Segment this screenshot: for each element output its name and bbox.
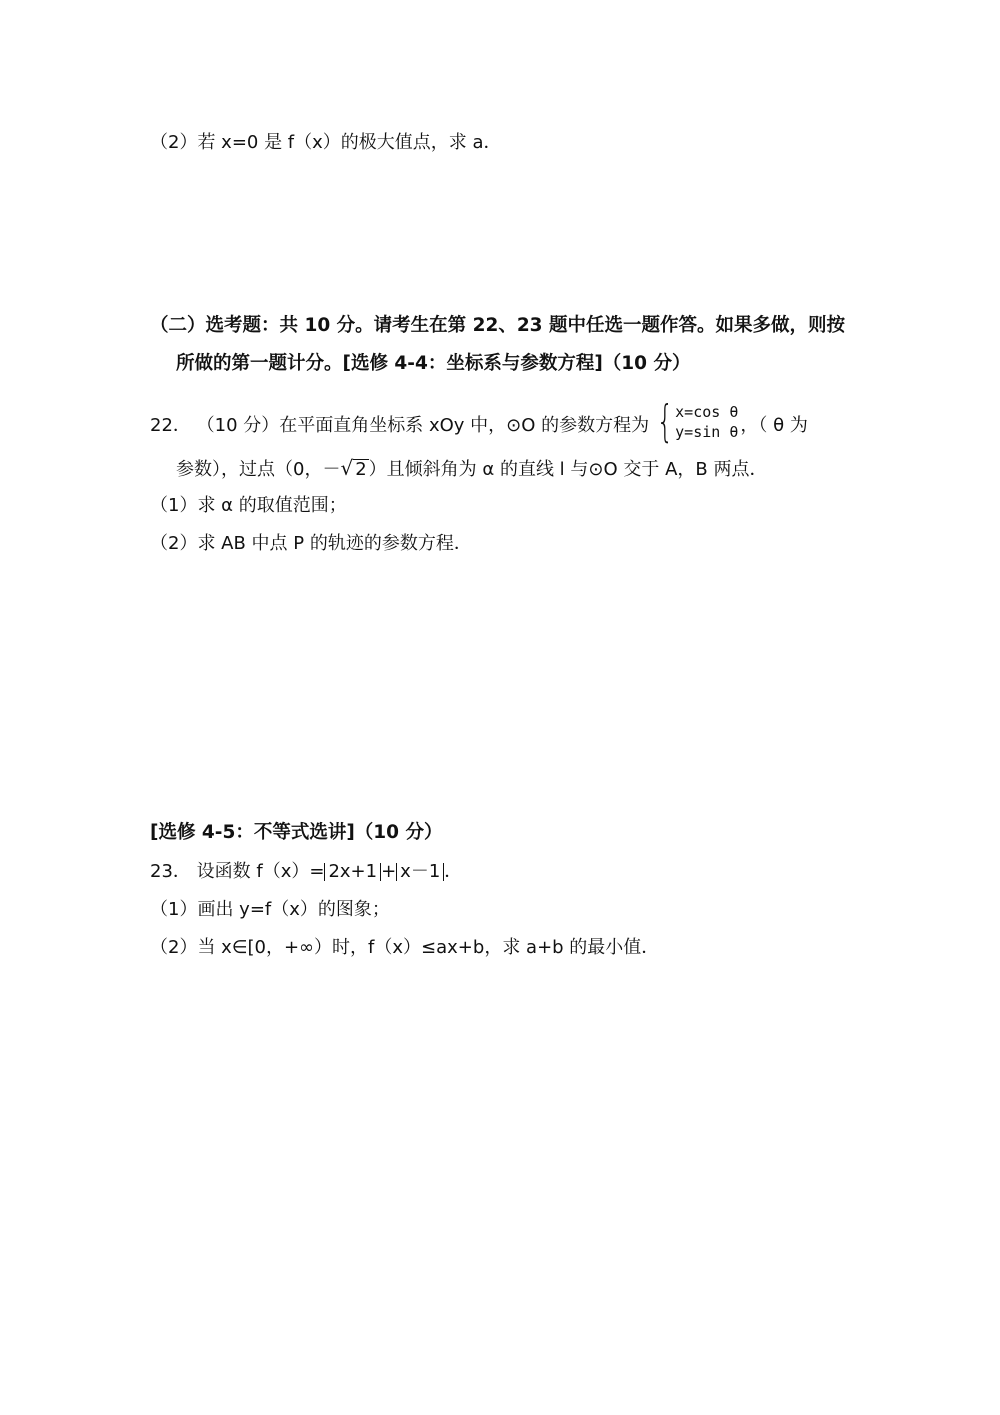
q21-part2: （2）若 x=0 是 f（x）的极大值点，求 a． [150,132,502,153]
q22-line2-prefix: 参数），过点（0，－ [176,459,341,480]
q22-line1 [150,396,808,448]
param-eq-y: y=sin θ [675,423,739,441]
q23-number: 23． [150,861,191,882]
q22-prefix: （10 分）在平面直角坐标系 xOy 中，⊙O 的参数方程为 [196,415,650,436]
sqrt-arg: 2 [355,459,367,480]
q23-plus: + [381,861,397,882]
section2-header-line1: （二）选考题：共 10 分。请考生在第 22、23 题中任选一题作答。如果多做，则按 [150,315,845,336]
abs-value-1: 2x+1 [324,863,381,881]
q23-line1 [150,860,462,884]
q23-end: ． [444,861,463,882]
q22-suffix: ，（ θ 为 [740,415,808,436]
q23-part2: （2）当 x∈[0，+∞）时，f（x）≤ax+b，求 a+b 的最小值． [150,937,660,958]
q22-part2: （2）求 AB 中点 P 的轨迹的参数方程． [150,533,472,554]
left-brace-icon: { [656,396,674,447]
sqrt-icon: √ [340,456,354,480]
q22-line2-suffix: ）且倾斜角为 α 的直线 l 与⊙O 交于 A，B 两点． [368,459,768,480]
abs-value-2: x－1 [396,863,444,881]
parametric-system [651,396,739,447]
section-45-header: [选修 4-5：不等式选讲]（10 分） [150,822,443,843]
section2-header-line2: 所做的第一题计分。[选修 4-4：坐标系与参数方程]（10 分） [176,353,691,374]
q23-part1: （1）画出 y=f（x）的图象； [150,899,390,920]
q22-part1: （1）求 α 的取值范围； [150,495,347,516]
param-eq-x: x=cos θ [675,403,739,421]
q22-number: 22． [150,415,191,436]
sqrt-expression [340,456,368,480]
q23-prefix: 设函数 f（x）= [196,861,325,882]
q22-line2 [176,456,768,482]
